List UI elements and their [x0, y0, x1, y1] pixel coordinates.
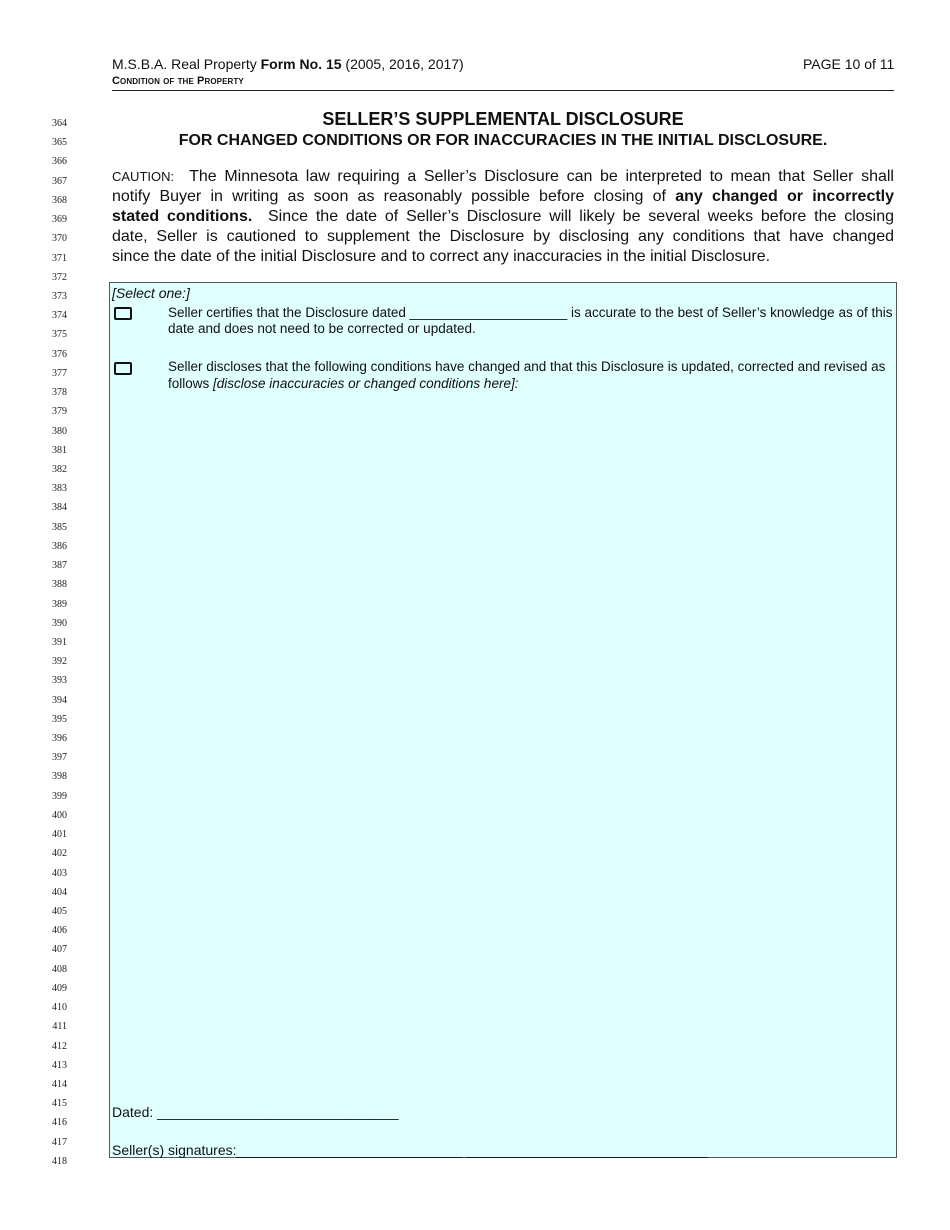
header-form-number: Form No. 15 [260, 56, 342, 72]
option-1-text-line-2: date and does not need to be corrected or updated. [168, 321, 476, 336]
line-number: 375 [52, 329, 67, 341]
line-number: 396 [52, 733, 67, 745]
line-number: 413 [52, 1059, 67, 1071]
line-number: 402 [52, 848, 67, 860]
caution-text-3a: stated conditions. [112, 208, 253, 225]
line-number: 365 [52, 137, 67, 149]
header-divider [112, 90, 894, 91]
line-number: 393 [52, 675, 67, 687]
header-years: (2005, 2016, 2017) [345, 56, 464, 72]
line-number: 400 [52, 809, 67, 821]
caution-line-1 [112, 168, 894, 186]
line-number: 380 [52, 425, 67, 437]
option-2-follows: follows [168, 376, 210, 391]
line-number: 382 [52, 463, 67, 475]
caution-text-3b: Since the date of Seller’s Disclosure will likely be several weeks before the closing [267, 208, 895, 225]
caution-line-4: date, Seller is cautioned to supplement the Disclosure by disclosing any conditions that have changed [112, 228, 894, 245]
line-number: 411 [52, 1021, 67, 1033]
line-number: 418 [52, 1155, 67, 1167]
line-number: 370 [52, 233, 67, 245]
line-number: 367 [52, 175, 67, 187]
line-number: 403 [52, 867, 67, 879]
line-number: 381 [52, 444, 67, 456]
option-2-checkbox[interactable] [114, 362, 132, 375]
line-number: 405 [52, 906, 67, 918]
line-number: 374 [52, 310, 67, 322]
line-number: 383 [52, 483, 67, 495]
line-number: 364 [52, 118, 67, 129]
line-number: 376 [52, 348, 67, 360]
line-number: 388 [52, 579, 67, 591]
line-number: 390 [52, 617, 67, 629]
line-number: 406 [52, 925, 67, 937]
line-number: 407 [52, 944, 67, 956]
caution-text-2b: any changed or incorrectly [675, 188, 895, 205]
line-number: 372 [52, 271, 67, 283]
caution-line-2 [112, 188, 894, 206]
line-number: 377 [52, 367, 67, 379]
option-1-text-line-1: Seller certifies that the Disclosure dated _____________________ is accurate to the best of Seller’s knowledge as of this [168, 305, 893, 320]
caution-text-2a: notify Buyer in writing as soon as reasonably possible before closing of [112, 188, 666, 205]
line-number: 414 [52, 1079, 67, 1090]
caution-text-1: The Minnesota law requiring a Seller’s Disclosure can be interpreted to mean that Seller shall [189, 168, 894, 185]
option-2-text-line-1: Seller discloses that the following conditions have changed and that this Disclosure is updated, corrected and revised as [168, 359, 886, 374]
line-number: 399 [52, 790, 67, 802]
line-number: 409 [52, 982, 67, 994]
line-number: 368 [52, 194, 67, 206]
line-number: 415 [52, 1098, 67, 1110]
page-subtitle: FOR CHANGED CONDITIONS OR FOR INACCURACIES IN THE INITIAL DISCLOSURE. [178, 132, 828, 149]
line-number: 378 [52, 387, 67, 399]
line-number: 366 [52, 156, 67, 168]
line-number: 398 [52, 771, 67, 783]
page-title: SELLER’S SUPPLEMENTAL DISCLOSURE [322, 109, 684, 129]
option-2-instruction: [disclose inaccuracies or changed conditions here]: [213, 376, 519, 391]
section-title: Condition of the Property [112, 75, 244, 87]
line-number: 404 [52, 886, 67, 898]
line-number: 369 [52, 214, 67, 226]
line-number: 387 [52, 560, 67, 572]
page-number: PAGE 10 of 11 [803, 56, 895, 72]
line-number: 397 [52, 752, 67, 764]
caution-line-3 [112, 208, 894, 226]
line-number: 410 [52, 1002, 67, 1014]
option-1-checkbox[interactable] [114, 307, 132, 320]
line-number: 379 [52, 406, 67, 418]
option-2-text-line-2 [168, 376, 518, 391]
line-number: 384 [52, 502, 67, 514]
line-number: 385 [52, 521, 67, 533]
line-number: 371 [52, 252, 67, 264]
select-one-instruction: [Select one:] [112, 285, 190, 301]
line-number: 373 [52, 290, 67, 302]
line-number: 401 [52, 829, 67, 841]
caution-line-5: since the date of the initial Disclosure and to correct any inaccuracies in the initial Disclosure. [112, 248, 771, 265]
line-number: 412 [52, 1040, 67, 1052]
line-number: 391 [52, 636, 67, 648]
seller-signatures-field[interactable]: Seller(s) signatures:_____________________________ _______________________________ [112, 1142, 708, 1158]
form-header-title [112, 56, 464, 72]
line-number: 417 [52, 1136, 67, 1148]
line-number: 416 [52, 1117, 67, 1129]
caution-label: CAUTION: [112, 169, 175, 184]
line-number: 408 [52, 963, 67, 975]
supplemental-disclosure-panel [109, 282, 897, 1158]
line-number: 386 [52, 540, 67, 552]
header-prefix: M.S.B.A. Real Property [112, 56, 257, 72]
line-number: 392 [52, 656, 67, 668]
line-number: 394 [52, 694, 67, 706]
line-number: 395 [52, 713, 67, 725]
line-number: 389 [52, 598, 67, 610]
dated-field[interactable]: Dated: _______________________________ [112, 1104, 399, 1120]
